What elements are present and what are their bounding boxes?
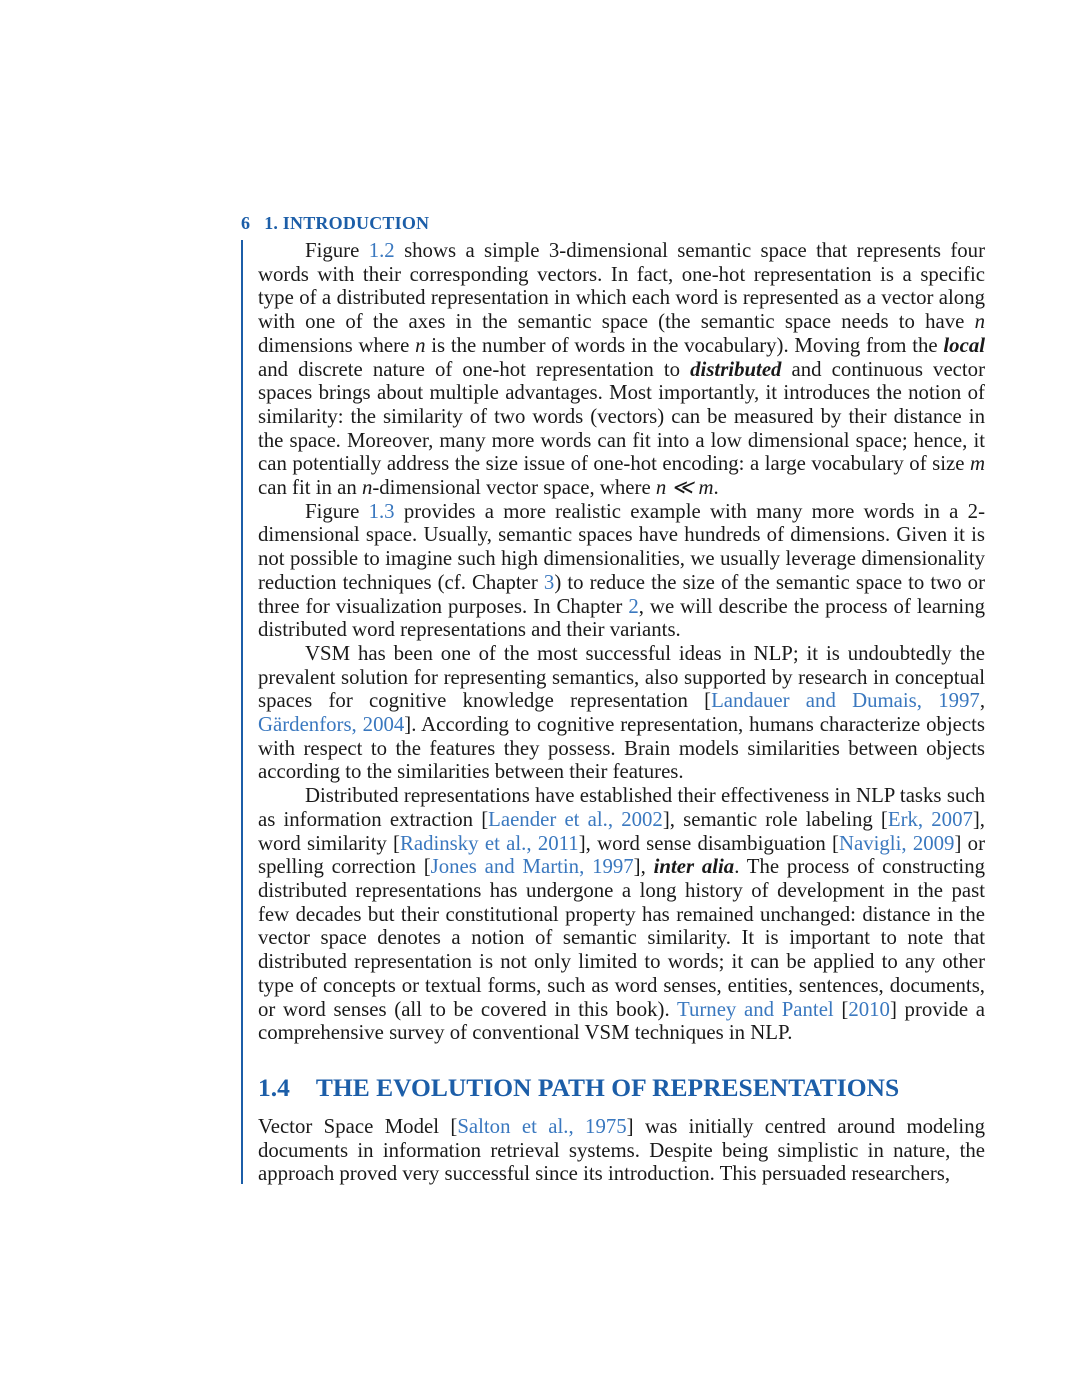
citation-turney-pantel[interactable]: Turney and Pantel <box>677 997 834 1021</box>
paragraph-1: Figure 1.2 shows a simple 3-dimensional semantic space that represents four words with their corresponding vectors. In fact, one-hot representation is a specific type of a distributed representation in which each word is represented as a vector along with one of the axes in the semantic space (the semantic space needs to have n dimensions where n is the number of words in the vocabulary). Moving from the local and discrete nature of one-hot representation to distributed and continuous vector spaces brings about multiple advantages. Most importantly, it introduces the notion of similarity: the similarity of two words (vectors) can be measured by their distance in the space. Moreover, many more words can fit into a low dimensional space; hence, it can potentially address the size issue of one-hot encoding: a large vocabulary of size m can fit in an n-dimensional vector space, where n ≪ m. <box>258 239 986 500</box>
citation-salton[interactable]: Salton et al., 1975 <box>457 1114 627 1138</box>
citation-landauer[interactable]: Landauer and Dumais, 1997 <box>711 689 980 713</box>
term-inter-alia: inter alia <box>653 855 735 879</box>
term-distributed: distributed <box>690 357 782 381</box>
paragraph-5: Vector Space Model [Salton et al., 1975] was initially centred around modeling documents in information retrieval systems. Despite being simplistic in nature, the approach proved very successful since its introduction. This persuaded researchers, <box>258 1114 986 1186</box>
chapter-link-3[interactable]: 3 <box>543 570 555 594</box>
term-local: local <box>943 333 985 357</box>
citation-turney-pantel-year[interactable]: 2010 <box>848 997 890 1021</box>
paragraph-4: Distributed representations have established their effectiveness in NLP tasks such as information extraction [Laender et al., 2002], semantic role labeling [Erk, 2007], word similarity [Radinsky et al., 2011], word sense disambiguation [Navigli, 2009] or spelling correction [Jones and Martin, 1997], inter alia. The process of constructing distributed representations has undergone a long history of development in the past few decades but their constitutional property has remained unchanged: distance in the vector space denotes a notion of semantic similarity. It is important to note that distributed representation is not only limited to words; it can be applied to any other type of concepts or textual forms, such as word senses, entities, sentences, documents, or word senses (all to be covered in this book). Turney and Pantel [2010] provide a comprehensive survey of conventional VSM techniques in NLP. <box>258 784 985 1045</box>
running-header <box>241 213 429 234</box>
section-number: 1.4 <box>258 1072 290 1102</box>
citation-laender[interactable]: Laender et al., 2002 <box>488 807 663 831</box>
section-heading <box>258 1073 985 1103</box>
figure-link-1-3[interactable]: 1.3 <box>368 499 395 523</box>
citation-radinsky[interactable]: Radinsky et al., 2011 <box>399 831 579 855</box>
figure-link-1-2[interactable]: 1.2 <box>368 239 395 262</box>
chapter-link-2[interactable]: 2 <box>628 594 639 618</box>
citation-navigli[interactable]: Navigli, 2009 <box>838 831 955 855</box>
page-number: 6 <box>241 213 251 233</box>
body-text <box>258 239 985 1186</box>
chapter-title: 1. INTRODUCTION <box>264 213 430 233</box>
citation-jones-martin[interactable]: Jones and Martin, 1997 <box>430 855 634 879</box>
paragraph-3: VSM has been one of the most successful ideas in NLP; it is undoubtedly the prevalent solution for representing semantics, also supported by research in conceptual spaces for cognitive knowledge representation [Landauer and Dumais, 1997, Gärdenfors, 2004]. According to cognitive representation, humans characterize objects with respect to the features they possess. Brain models similarities between objects according to the similarities between their features. <box>258 641 986 784</box>
section-title: THE EVOLUTION PATH OF REPRESENTATIONS <box>315 1072 900 1102</box>
margin-rule <box>241 240 243 1184</box>
math-relation: n ≪ m <box>655 476 714 500</box>
citation-gardenfors[interactable]: Gärdenfors, 2004 <box>258 713 405 737</box>
paragraph-2: Figure 1.3 provides a more realistic example with many more words in a 2-dimensional space. Usually, semantic spaces have hundreds of dimensions. Given it is not possible to imagine such high dimensionalities, we usually leverage dimensionality reduction techniques (cf. Chapter 3) to reduce the size of the semantic space to two or three for visualization purposes. In Chapter 2, we will describe the process of learning distributed word representations and their variants. <box>258 499 985 642</box>
citation-erk[interactable]: Erk, 2007 <box>887 807 973 831</box>
